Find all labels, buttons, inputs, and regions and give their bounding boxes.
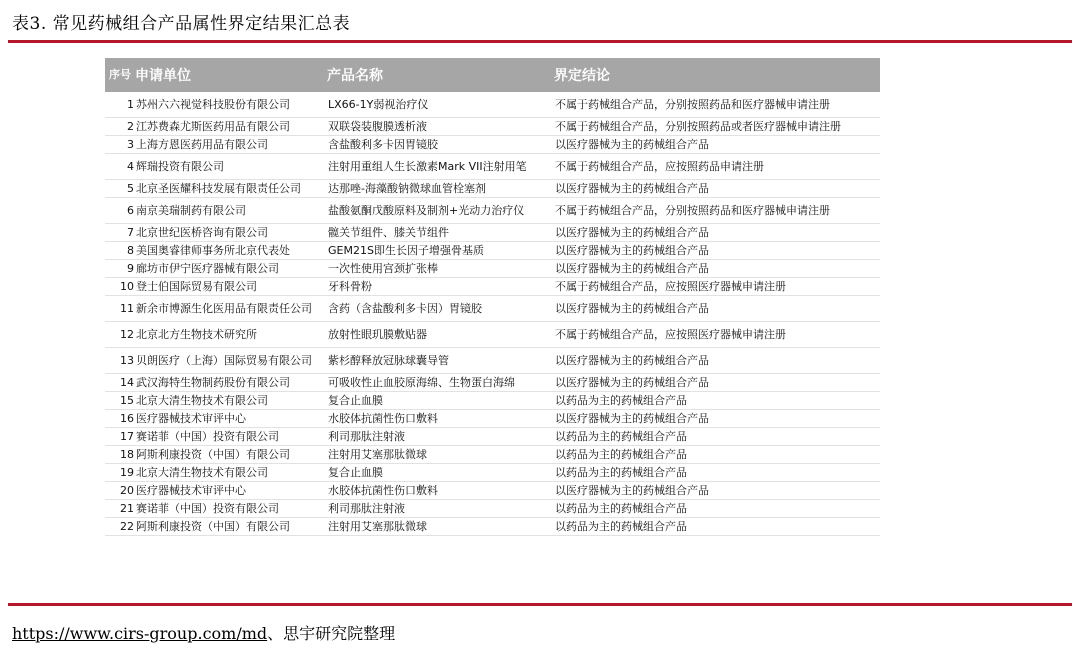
- cell-num: 2: [105, 118, 135, 136]
- table-row: [105, 392, 880, 410]
- cell-product: 含盐酸利多卡因胃镜胶: [327, 136, 554, 154]
- cell-conclusion: 以药品为主的药械组合产品: [554, 464, 880, 482]
- cell-product: 复合止血膜: [327, 464, 554, 482]
- table-header-row: [105, 58, 880, 92]
- cell-applicant: 北京圣医耀科技发展有限责任公司: [135, 180, 327, 198]
- table-row: [105, 410, 880, 428]
- cell-num: 21: [105, 500, 135, 518]
- cell-conclusion: 以药品为主的药械组合产品: [554, 392, 880, 410]
- cell-applicant: 阿斯利康投资（中国）有限公司: [135, 446, 327, 464]
- cell-num: 19: [105, 464, 135, 482]
- cell-applicant: 武汉海特生物制药股份有限公司: [135, 374, 327, 392]
- cell-num: 7: [105, 224, 135, 242]
- cell-num: 4: [105, 154, 135, 180]
- table-row: [105, 118, 880, 136]
- cell-num: 5: [105, 180, 135, 198]
- cell-applicant: 北京世纪医桥咨询有限公司: [135, 224, 327, 242]
- cell-applicant: 辉瑞投资有限公司: [135, 154, 327, 180]
- cell-product: GEM21S即生长因子增强骨基质: [327, 242, 554, 260]
- cell-num: 10: [105, 278, 135, 296]
- header-num: 序号: [105, 58, 135, 92]
- cell-conclusion: 以药品为主的药械组合产品: [554, 446, 880, 464]
- cell-conclusion: 以医疗器械为主的药械组合产品: [554, 180, 880, 198]
- table-row: [105, 224, 880, 242]
- cell-conclusion: 以医疗器械为主的药械组合产品: [554, 260, 880, 278]
- table-row: [105, 464, 880, 482]
- cell-applicant: 廊坊市伊宁医疗器械有限公司: [135, 260, 327, 278]
- cell-product: 双联袋装腹膜透析液: [327, 118, 554, 136]
- cell-applicant: 北京大清生物技术有限公司: [135, 392, 327, 410]
- source-note: [12, 621, 395, 644]
- cell-num: 20: [105, 482, 135, 500]
- cell-num: 15: [105, 392, 135, 410]
- cell-num: 8: [105, 242, 135, 260]
- top-divider: [8, 40, 1072, 43]
- cell-conclusion: 不属于药械组合产品，应按照医疗器械申请注册: [554, 322, 880, 348]
- cell-num: 14: [105, 374, 135, 392]
- header-conclusion: 界定结论: [554, 58, 880, 92]
- cell-conclusion: 以药品为主的药械组合产品: [554, 500, 880, 518]
- cell-product: 含药（含盐酸利多卡因）胃镜胶: [327, 296, 554, 322]
- table-row: [105, 482, 880, 500]
- cell-applicant: 登士伯国际贸易有限公司: [135, 278, 327, 296]
- table-row: [105, 92, 880, 118]
- cell-num: 22: [105, 518, 135, 536]
- source-suffix: 、思宇研究院整理: [267, 624, 396, 643]
- cell-conclusion: 以医疗器械为主的药械组合产品: [554, 482, 880, 500]
- cell-product: 可吸收性止血胶原海绵、生物蛋白海绵: [327, 374, 554, 392]
- table-row: [105, 428, 880, 446]
- cell-num: 11: [105, 296, 135, 322]
- cell-num: 17: [105, 428, 135, 446]
- cell-num: 16: [105, 410, 135, 428]
- cell-conclusion: 以医疗器械为主的药械组合产品: [554, 136, 880, 154]
- cell-applicant: 阿斯利康投资（中国）有限公司: [135, 518, 327, 536]
- cell-conclusion: 以医疗器械为主的药械组合产品: [554, 296, 880, 322]
- table-row: [105, 446, 880, 464]
- cell-conclusion: 不属于药械组合产品，分别按照药品和医疗器械申请注册: [554, 92, 880, 118]
- cell-applicant: 赛诺菲（中国）投资有限公司: [135, 428, 327, 446]
- combination-product-table: [105, 58, 880, 536]
- cell-product: 盐酸氨酮戊酸原料及制剂+光动力治疗仪: [327, 198, 554, 224]
- cell-product: 利司那肽注射液: [327, 428, 554, 446]
- cell-applicant: 医疗器械技术审评中心: [135, 410, 327, 428]
- table-row: [105, 322, 880, 348]
- cell-applicant: 新余市博源生化医用品有限责任公司: [135, 296, 327, 322]
- cell-conclusion: 以医疗器械为主的药械组合产品: [554, 410, 880, 428]
- bottom-divider: [8, 603, 1072, 606]
- cell-conclusion: 以医疗器械为主的药械组合产品: [554, 242, 880, 260]
- cell-num: 13: [105, 348, 135, 374]
- cell-product: 复合止血膜: [327, 392, 554, 410]
- cell-conclusion: 以医疗器械为主的药械组合产品: [554, 374, 880, 392]
- cell-product: LX66-1Y弱视治疗仪: [327, 92, 554, 118]
- cell-conclusion: 不属于药械组合产品，应按照医疗器械申请注册: [554, 278, 880, 296]
- cell-conclusion: 以药品为主的药械组合产品: [554, 428, 880, 446]
- table-row: [105, 180, 880, 198]
- header-applicant: 申请单位: [135, 58, 327, 92]
- source-link[interactable]: https://www.cirs-group.com/md: [12, 624, 268, 643]
- cell-product: 牙科骨粉: [327, 278, 554, 296]
- table-caption: 表3. 常见药械组合产品属性界定结果汇总表: [12, 14, 351, 34]
- cell-product: 注射用艾塞那肽微球: [327, 518, 554, 536]
- table-row: [105, 136, 880, 154]
- cell-applicant: 南京美瑞制药有限公司: [135, 198, 327, 224]
- cell-conclusion: 以药品为主的药械组合产品: [554, 518, 880, 536]
- cell-applicant: 医疗器械技术审评中心: [135, 482, 327, 500]
- cell-product: 水胶体抗菌性伤口敷料: [327, 482, 554, 500]
- table-row: [105, 154, 880, 180]
- cell-product: 达那唑-海藻酸钠微球血管栓塞剂: [327, 180, 554, 198]
- cell-applicant: 北京大清生物技术有限公司: [135, 464, 327, 482]
- cell-applicant: 北京北方生物技术研究所: [135, 322, 327, 348]
- cell-num: 9: [105, 260, 135, 278]
- cell-conclusion: 以医疗器械为主的药械组合产品: [554, 224, 880, 242]
- table-row: [105, 374, 880, 392]
- table-row: [105, 348, 880, 374]
- cell-product: 髋关节组件、膝关节组件: [327, 224, 554, 242]
- cell-applicant: 上海方恩医药用品有限公司: [135, 136, 327, 154]
- cell-conclusion: 不属于药械组合产品，分别按照药品和医疗器械申请注册: [554, 198, 880, 224]
- cell-product: 利司那肽注射液: [327, 500, 554, 518]
- cell-applicant: 贝朗医疗（上海）国际贸易有限公司: [135, 348, 327, 374]
- cell-applicant: 江苏费森尤斯医药用品有限公司: [135, 118, 327, 136]
- table-row: [105, 198, 880, 224]
- cell-num: 6: [105, 198, 135, 224]
- cell-conclusion: 不属于药械组合产品，应按照药品申请注册: [554, 154, 880, 180]
- cell-applicant: 赛诺菲（中国）投资有限公司: [135, 500, 327, 518]
- table-row: [105, 518, 880, 536]
- cell-applicant: 苏州六六视觉科技股份有限公司: [135, 92, 327, 118]
- table-body: [105, 92, 880, 536]
- header-product: 产品名称: [327, 58, 554, 92]
- cell-product: 注射用重组人生长激素Mark VII注射用笔: [327, 154, 554, 180]
- cell-num: 18: [105, 446, 135, 464]
- cell-product: 放射性眼玑膜敷贴器: [327, 322, 554, 348]
- cell-applicant: 美国奥睿律师事务所北京代表处: [135, 242, 327, 260]
- cell-product: 一次性使用宫颈扩张棒: [327, 260, 554, 278]
- table-row: [105, 296, 880, 322]
- cell-num: 1: [105, 92, 135, 118]
- table-row: [105, 242, 880, 260]
- table-row: [105, 260, 880, 278]
- table-row: [105, 278, 880, 296]
- cell-conclusion: 不属于药械组合产品，分别按照药品或者医疗器械申请注册: [554, 118, 880, 136]
- cell-conclusion: 以医疗器械为主的药械组合产品: [554, 348, 880, 374]
- cell-product: 注射用艾塞那肽微球: [327, 446, 554, 464]
- cell-num: 12: [105, 322, 135, 348]
- cell-product: 紫杉醇释放冠脉球囊导管: [327, 348, 554, 374]
- cell-num: 3: [105, 136, 135, 154]
- cell-product: 水胶体抗菌性伤口敷料: [327, 410, 554, 428]
- table-row: [105, 500, 880, 518]
